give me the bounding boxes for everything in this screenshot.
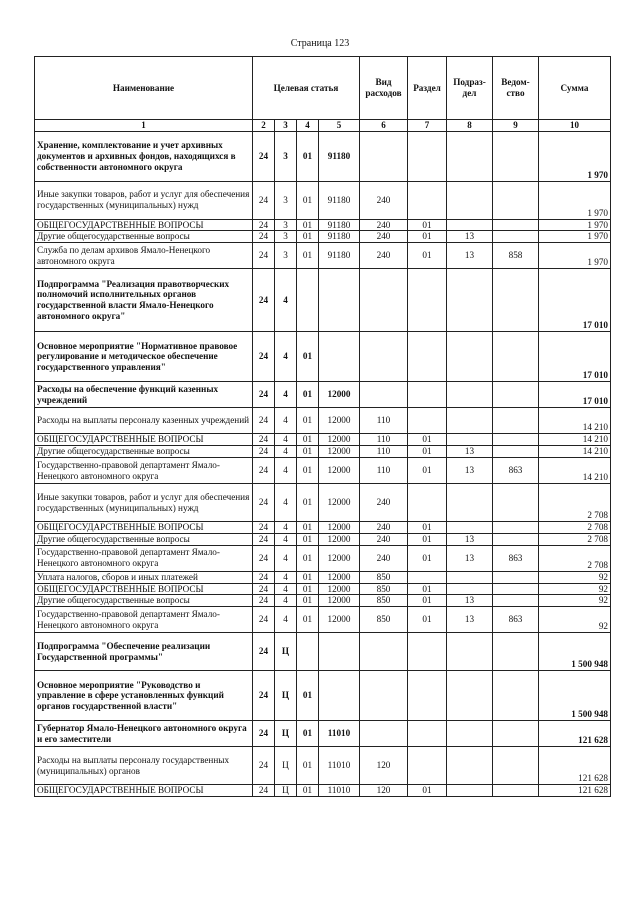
budget-table xyxy=(34,56,611,797)
expense-type-code: 850 xyxy=(360,583,408,595)
department-code xyxy=(493,671,539,721)
target-code-activity: 01 xyxy=(297,595,319,607)
subsection-code: 13 xyxy=(447,545,493,571)
column-number: 1 xyxy=(35,120,253,132)
subsection-code xyxy=(447,434,493,446)
department-code xyxy=(493,446,539,458)
target-code-activity: 01 xyxy=(297,721,319,747)
header-target-article: Целевая статья xyxy=(253,57,360,120)
subsection-code xyxy=(447,671,493,721)
table-row xyxy=(35,458,611,484)
section-code: 01 xyxy=(408,522,447,534)
table-row xyxy=(35,545,611,571)
target-code-activity: 01 xyxy=(297,671,319,721)
expense-type-code xyxy=(360,131,408,181)
target-code-subprogram: 4 xyxy=(275,332,297,382)
amount-value: 121 628 xyxy=(539,747,611,785)
target-code-program: 24 xyxy=(253,633,275,671)
header-section: Раздел xyxy=(408,57,447,120)
target-code-program: 24 xyxy=(253,408,275,434)
amount-value: 2 708 xyxy=(539,545,611,571)
target-code-direction: 91180 xyxy=(319,219,360,231)
department-code xyxy=(493,747,539,785)
department-code: 863 xyxy=(493,607,539,633)
department-code xyxy=(493,721,539,747)
row-name: Государственно-правовой департамент Ямало-Ненецкого автономного округа xyxy=(35,607,253,633)
target-code-activity xyxy=(297,269,319,332)
target-code-activity: 01 xyxy=(297,533,319,545)
target-code-program: 24 xyxy=(253,785,275,797)
target-code-direction: 12000 xyxy=(319,408,360,434)
expense-type-code xyxy=(360,671,408,721)
expense-type-code: 110 xyxy=(360,446,408,458)
target-code-subprogram: 4 xyxy=(275,533,297,545)
table-row xyxy=(35,231,611,243)
table-body xyxy=(35,131,611,797)
amount-value: 2 708 xyxy=(539,522,611,534)
expense-type-code: 110 xyxy=(360,408,408,434)
target-code-direction: 91180 xyxy=(319,231,360,243)
target-code-subprogram: 4 xyxy=(275,571,297,583)
row-name: Другие общегосударственные вопросы xyxy=(35,231,253,243)
target-code-direction: 12000 xyxy=(319,545,360,571)
table-row xyxy=(35,571,611,583)
target-code-subprogram: Ц xyxy=(275,721,297,747)
row-name: Подпрограмма "Реализация правотворческих полномочий исполнительных органов государственной власти Ямало-Ненецкого автономного округа" xyxy=(35,269,253,332)
subsection-code xyxy=(447,332,493,382)
amount-value: 1 970 xyxy=(539,231,611,243)
amount-value: 2 708 xyxy=(539,484,611,522)
target-code-subprogram: 3 xyxy=(275,231,297,243)
department-code xyxy=(493,434,539,446)
subsection-code: 13 xyxy=(447,595,493,607)
table-row xyxy=(35,785,611,797)
target-code-program: 24 xyxy=(253,721,275,747)
target-code-activity: 01 xyxy=(297,522,319,534)
column-number-row xyxy=(35,120,611,132)
column-number: 9 xyxy=(493,120,539,132)
subsection-code xyxy=(447,408,493,434)
row-name: Государственно-правовой департамент Ямало-Ненецкого автономного округа xyxy=(35,545,253,571)
table-row xyxy=(35,181,611,219)
target-code-subprogram: 3 xyxy=(275,181,297,219)
target-code-subprogram: 3 xyxy=(275,131,297,181)
target-code-subprogram: 4 xyxy=(275,607,297,633)
target-code-subprogram: 3 xyxy=(275,219,297,231)
table-row xyxy=(35,382,611,408)
table-row xyxy=(35,522,611,534)
subsection-code: 13 xyxy=(447,533,493,545)
target-code-program: 24 xyxy=(253,747,275,785)
expense-type-code xyxy=(360,269,408,332)
target-code-program: 24 xyxy=(253,332,275,382)
table-row xyxy=(35,434,611,446)
target-code-subprogram: Ц xyxy=(275,785,297,797)
row-name: ОБЩЕГОСУДАРСТВЕННЫЕ ВОПРОСЫ xyxy=(35,434,253,446)
target-code-activity: 01 xyxy=(297,607,319,633)
department-code xyxy=(493,181,539,219)
column-number: 10 xyxy=(539,120,611,132)
target-code-direction: 12000 xyxy=(319,522,360,534)
department-code: 858 xyxy=(493,243,539,269)
target-code-program: 24 xyxy=(253,484,275,522)
table-row xyxy=(35,595,611,607)
target-code-activity: 01 xyxy=(297,747,319,785)
row-name: Основное мероприятие "Руководство и управление в сфере установленных функций органов государственной власти" xyxy=(35,671,253,721)
section-code: 01 xyxy=(408,231,447,243)
section-code: 01 xyxy=(408,545,447,571)
target-code-activity: 01 xyxy=(297,458,319,484)
target-code-direction: 12000 xyxy=(319,446,360,458)
table-row xyxy=(35,219,611,231)
target-code-activity: 01 xyxy=(297,434,319,446)
expense-type-code: 240 xyxy=(360,533,408,545)
row-name: Основное мероприятие "Нормативное правовое регулирование и методическое обеспечение государственного управления" xyxy=(35,332,253,382)
table-row xyxy=(35,633,611,671)
expense-type-code xyxy=(360,633,408,671)
target-code-program: 24 xyxy=(253,671,275,721)
target-code-direction: 91180 xyxy=(319,131,360,181)
amount-value: 121 628 xyxy=(539,785,611,797)
target-code-direction: 11010 xyxy=(319,747,360,785)
table-row xyxy=(35,131,611,181)
subsection-code: 13 xyxy=(447,446,493,458)
target-code-direction: 12000 xyxy=(319,607,360,633)
table-row xyxy=(35,533,611,545)
target-code-activity: 01 xyxy=(297,571,319,583)
row-name: Иные закупки товаров, работ и услуг для обеспечения государственных (муниципальных) нужд xyxy=(35,484,253,522)
amount-value: 92 xyxy=(539,583,611,595)
target-code-direction: 12000 xyxy=(319,434,360,446)
department-code xyxy=(493,231,539,243)
expense-type-code xyxy=(360,721,408,747)
subsection-code xyxy=(447,484,493,522)
subsection-code xyxy=(447,181,493,219)
department-code xyxy=(493,219,539,231)
target-code-program: 24 xyxy=(253,446,275,458)
subsection-code xyxy=(447,382,493,408)
department-code: 863 xyxy=(493,458,539,484)
table-row xyxy=(35,583,611,595)
column-number: 7 xyxy=(408,120,447,132)
target-code-direction: 11010 xyxy=(319,721,360,747)
subsection-code: 13 xyxy=(447,231,493,243)
column-number: 5 xyxy=(319,120,360,132)
target-code-program: 24 xyxy=(253,219,275,231)
section-code xyxy=(408,181,447,219)
department-code: 863 xyxy=(493,545,539,571)
amount-value: 92 xyxy=(539,571,611,583)
target-code-direction: 11010 xyxy=(319,785,360,797)
department-code xyxy=(493,571,539,583)
target-code-activity: 01 xyxy=(297,332,319,382)
table-row xyxy=(35,484,611,522)
table-row xyxy=(35,721,611,747)
target-code-activity: 01 xyxy=(297,131,319,181)
subsection-code xyxy=(447,131,493,181)
target-code-direction: 12000 xyxy=(319,571,360,583)
page-number: Страница 123 xyxy=(290,38,350,49)
target-code-program: 24 xyxy=(253,533,275,545)
row-name: Уплата налогов, сборов и иных платежей xyxy=(35,571,253,583)
amount-value: 14 210 xyxy=(539,408,611,434)
target-code-direction: 12000 xyxy=(319,458,360,484)
amount-value: 17 010 xyxy=(539,332,611,382)
expense-type-code: 120 xyxy=(360,785,408,797)
expense-type-code: 110 xyxy=(360,434,408,446)
target-code-activity: 01 xyxy=(297,219,319,231)
amount-value: 92 xyxy=(539,595,611,607)
section-code xyxy=(408,131,447,181)
target-code-program: 24 xyxy=(253,181,275,219)
column-number: 6 xyxy=(360,120,408,132)
target-code-subprogram: Ц xyxy=(275,633,297,671)
target-code-subprogram: 3 xyxy=(275,243,297,269)
section-code xyxy=(408,633,447,671)
target-code-subprogram: 4 xyxy=(275,269,297,332)
amount-value: 1 970 xyxy=(539,243,611,269)
target-code-activity: 01 xyxy=(297,231,319,243)
expense-type-code: 240 xyxy=(360,484,408,522)
subsection-code xyxy=(447,571,493,583)
amount-value: 17 010 xyxy=(539,269,611,332)
amount-value: 92 xyxy=(539,607,611,633)
section-code: 01 xyxy=(408,583,447,595)
target-code-direction: 91180 xyxy=(319,243,360,269)
subsection-code xyxy=(447,219,493,231)
subsection-code xyxy=(447,583,493,595)
table-row xyxy=(35,607,611,633)
target-code-subprogram: 4 xyxy=(275,484,297,522)
target-code-activity: 01 xyxy=(297,785,319,797)
expense-type-code: 240 xyxy=(360,522,408,534)
expense-type-code xyxy=(360,382,408,408)
row-name: Расходы на выплаты персоналу казенных учреждений xyxy=(35,408,253,434)
target-code-subprogram: 4 xyxy=(275,458,297,484)
subsection-code: 13 xyxy=(447,458,493,484)
target-code-activity: 01 xyxy=(297,382,319,408)
table-row xyxy=(35,671,611,721)
target-code-program: 24 xyxy=(253,434,275,446)
target-code-subprogram: 4 xyxy=(275,382,297,408)
target-code-activity: 01 xyxy=(297,583,319,595)
row-name: Подпрограмма "Обеспечение реализации Государственной программы" xyxy=(35,633,253,671)
target-code-subprogram: Ц xyxy=(275,671,297,721)
row-name: Губернатор Ямало-Ненецкого автономного округа и его заместители xyxy=(35,721,253,747)
department-code xyxy=(493,382,539,408)
amount-value: 14 210 xyxy=(539,446,611,458)
target-code-activity: 01 xyxy=(297,446,319,458)
row-name: Другие общегосударственные вопросы xyxy=(35,533,253,545)
target-code-program: 24 xyxy=(253,522,275,534)
target-code-program: 24 xyxy=(253,382,275,408)
amount-value: 1 500 948 xyxy=(539,671,611,721)
header-row xyxy=(35,57,611,120)
amount-value: 2 708 xyxy=(539,533,611,545)
section-code: 01 xyxy=(408,243,447,269)
target-code-direction: 91180 xyxy=(319,181,360,219)
table-row xyxy=(35,446,611,458)
subsection-code: 13 xyxy=(447,243,493,269)
target-code-program: 24 xyxy=(253,583,275,595)
amount-value: 17 010 xyxy=(539,382,611,408)
row-name: ОБЩЕГОСУДАРСТВЕННЫЕ ВОПРОСЫ xyxy=(35,785,253,797)
section-code xyxy=(408,721,447,747)
section-code xyxy=(408,332,447,382)
section-code: 01 xyxy=(408,434,447,446)
subsection-code xyxy=(447,785,493,797)
expense-type-code: 240 xyxy=(360,231,408,243)
amount-value: 1 970 xyxy=(539,181,611,219)
department-code xyxy=(493,269,539,332)
target-code-direction xyxy=(319,633,360,671)
section-code xyxy=(408,382,447,408)
subsection-code xyxy=(447,721,493,747)
row-name: Государственно-правовой департамент Ямало-Ненецкого автономного округа xyxy=(35,458,253,484)
target-code-program: 24 xyxy=(253,269,275,332)
target-code-direction: 12000 xyxy=(319,595,360,607)
table-row xyxy=(35,243,611,269)
table-row xyxy=(35,332,611,382)
department-code xyxy=(493,595,539,607)
expense-type-code: 240 xyxy=(360,219,408,231)
department-code xyxy=(493,484,539,522)
target-code-direction: 12000 xyxy=(319,533,360,545)
section-code: 01 xyxy=(408,595,447,607)
target-code-subprogram: 4 xyxy=(275,408,297,434)
expense-type-code: 850 xyxy=(360,607,408,633)
table-row xyxy=(35,747,611,785)
section-code xyxy=(408,484,447,522)
expense-type-code: 240 xyxy=(360,181,408,219)
target-code-program: 24 xyxy=(253,243,275,269)
row-name: Иные закупки товаров, работ и услуг для обеспечения государственных (муниципальных) нужд xyxy=(35,181,253,219)
column-number: 2 xyxy=(253,120,275,132)
expense-type-code: 850 xyxy=(360,571,408,583)
row-name: ОБЩЕГОСУДАРСТВЕННЫЕ ВОПРОСЫ xyxy=(35,522,253,534)
table-row xyxy=(35,408,611,434)
department-code xyxy=(493,785,539,797)
header-name: Наименование xyxy=(35,57,253,120)
target-code-program: 24 xyxy=(253,131,275,181)
target-code-activity: 01 xyxy=(297,243,319,269)
amount-value: 14 210 xyxy=(539,434,611,446)
target-code-program: 24 xyxy=(253,231,275,243)
column-number: 3 xyxy=(275,120,297,132)
target-code-activity: 01 xyxy=(297,181,319,219)
amount-value: 1 970 xyxy=(539,219,611,231)
column-number: 4 xyxy=(297,120,319,132)
subsection-code xyxy=(447,269,493,332)
target-code-program: 24 xyxy=(253,595,275,607)
section-code xyxy=(408,408,447,434)
target-code-program: 24 xyxy=(253,545,275,571)
target-code-subprogram: 4 xyxy=(275,446,297,458)
section-code xyxy=(408,747,447,785)
department-code xyxy=(493,131,539,181)
target-code-subprogram: 4 xyxy=(275,545,297,571)
table-row xyxy=(35,269,611,332)
section-code xyxy=(408,269,447,332)
expense-type-code: 110 xyxy=(360,458,408,484)
row-name: Служба по делам архивов Ямало-Ненецкого автономного округа xyxy=(35,243,253,269)
target-code-subprogram: 4 xyxy=(275,434,297,446)
amount-value: 14 210 xyxy=(539,458,611,484)
row-name: ОБЩЕГОСУДАРСТВЕННЫЕ ВОПРОСЫ xyxy=(35,583,253,595)
header-department: Ведом-ство xyxy=(493,57,539,120)
target-code-direction xyxy=(319,671,360,721)
target-code-program: 24 xyxy=(253,458,275,484)
expense-type-code: 850 xyxy=(360,595,408,607)
column-number: 8 xyxy=(447,120,493,132)
target-code-direction xyxy=(319,269,360,332)
section-code xyxy=(408,571,447,583)
target-code-direction: 12000 xyxy=(319,484,360,522)
department-code xyxy=(493,522,539,534)
target-code-activity: 01 xyxy=(297,545,319,571)
subsection-code: 13 xyxy=(447,607,493,633)
department-code xyxy=(493,583,539,595)
target-code-activity: 01 xyxy=(297,484,319,522)
expense-type-code: 240 xyxy=(360,243,408,269)
department-code xyxy=(493,332,539,382)
target-code-activity: 01 xyxy=(297,408,319,434)
department-code xyxy=(493,633,539,671)
target-code-direction: 12000 xyxy=(319,583,360,595)
row-name: Расходы на обеспечение функций казенных учреждений xyxy=(35,382,253,408)
section-code: 01 xyxy=(408,458,447,484)
subsection-code xyxy=(447,633,493,671)
amount-value: 1 970 xyxy=(539,131,611,181)
amount-value: 1 500 948 xyxy=(539,633,611,671)
row-name: Другие общегосударственные вопросы xyxy=(35,595,253,607)
section-code: 01 xyxy=(408,785,447,797)
section-code: 01 xyxy=(408,607,447,633)
target-code-subprogram: 4 xyxy=(275,595,297,607)
subsection-code xyxy=(447,522,493,534)
row-name: Хранение, комплектование и учет архивных документов и архивных фондов, находящихся в собственности автономного округа xyxy=(35,131,253,181)
target-code-program: 24 xyxy=(253,571,275,583)
target-code-activity xyxy=(297,633,319,671)
target-code-direction xyxy=(319,332,360,382)
subsection-code xyxy=(447,747,493,785)
row-name: Расходы на выплаты персоналу государственных (муниципальных) органов xyxy=(35,747,253,785)
expense-type-code: 240 xyxy=(360,545,408,571)
expense-type-code: 120 xyxy=(360,747,408,785)
amount-value: 121 628 xyxy=(539,721,611,747)
section-code: 01 xyxy=(408,533,447,545)
department-code xyxy=(493,533,539,545)
target-code-subprogram: 4 xyxy=(275,522,297,534)
department-code xyxy=(493,408,539,434)
target-code-subprogram: Ц xyxy=(275,747,297,785)
header-expense-type: Вид расходов xyxy=(360,57,408,120)
expense-type-code xyxy=(360,332,408,382)
section-code xyxy=(408,671,447,721)
target-code-direction: 12000 xyxy=(319,382,360,408)
target-code-program: 24 xyxy=(253,607,275,633)
header-subsection: Подраз-дел xyxy=(447,57,493,120)
section-code: 01 xyxy=(408,219,447,231)
target-code-subprogram: 4 xyxy=(275,583,297,595)
row-name: Другие общегосударственные вопросы xyxy=(35,446,253,458)
row-name: ОБЩЕГОСУДАРСТВЕННЫЕ ВОПРОСЫ xyxy=(35,219,253,231)
section-code: 01 xyxy=(408,446,447,458)
header-amount: Сумма xyxy=(539,57,611,120)
